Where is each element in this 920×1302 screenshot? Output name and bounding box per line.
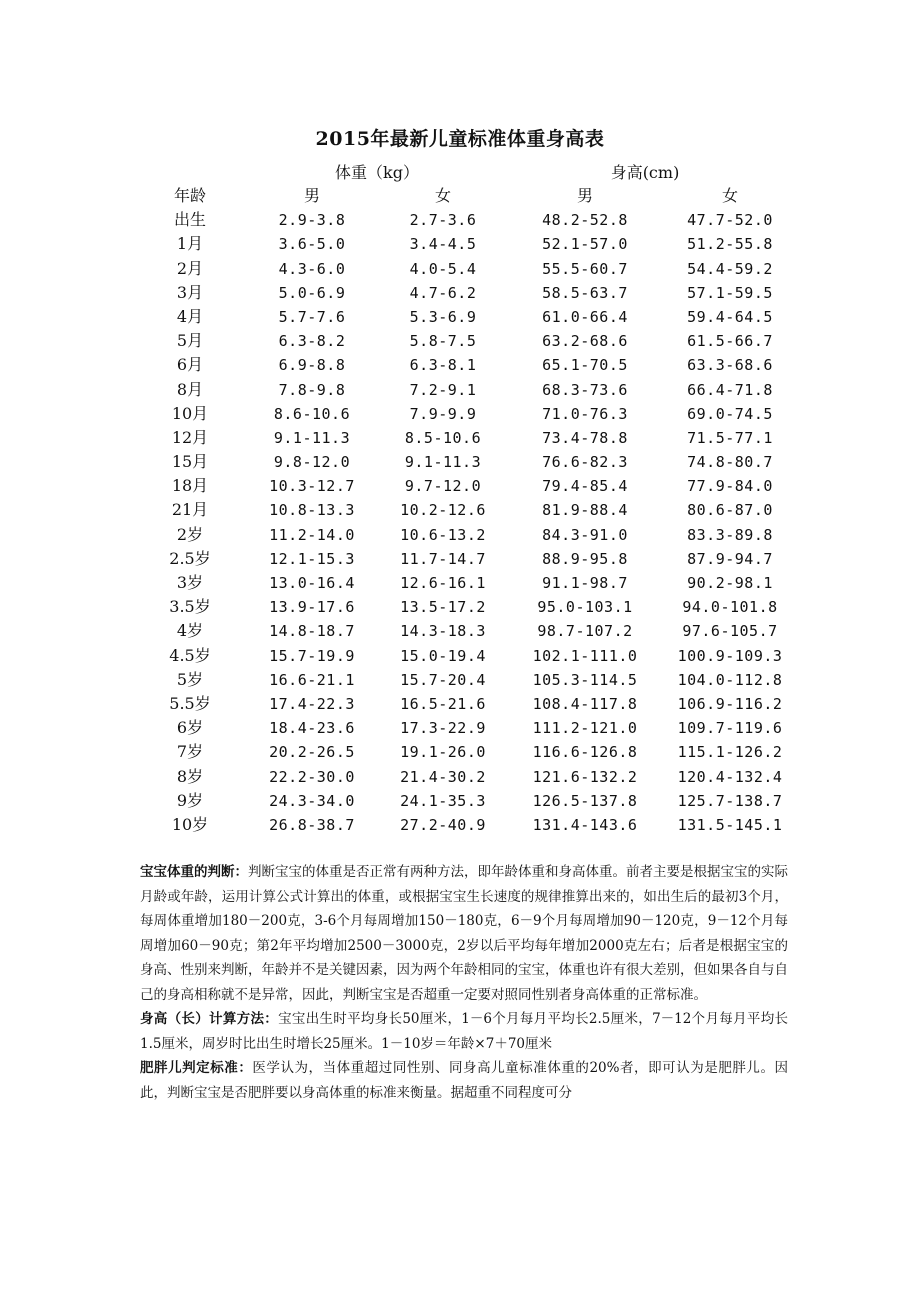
table-row (140, 498, 800, 522)
height-female-cell: 57.1-59.5 (687, 283, 773, 302)
height-female-cell: 104.0-112.8 (677, 670, 783, 689)
height-female-cell: 83.3-89.8 (687, 525, 773, 544)
weight-female-cell: 4.0-5.4 (409, 259, 477, 278)
weight-male-cell: 13.9-17.6 (269, 598, 355, 617)
weight-female-header: 女 (434, 186, 451, 205)
weight-female-cell: 17.3-22.9 (400, 719, 486, 738)
age-cell: 6月 (176, 355, 204, 375)
weight-male-cell: 20.2-26.5 (269, 743, 355, 762)
height-female-cell: 87.9-94.7 (687, 549, 773, 568)
age-cell: 4岁 (176, 621, 204, 641)
height-male-cell: 131.4-143.6 (532, 815, 638, 834)
weight-male-cell: 10.3-12.7 (269, 477, 355, 496)
table-row (140, 281, 800, 305)
weight-male-cell: 13.0-16.4 (269, 574, 355, 592)
height-male-cell: 126.5-137.8 (532, 791, 638, 810)
table-row (140, 329, 800, 353)
weight-male-cell: 7.8-9.8 (278, 380, 346, 399)
age-cell: 4月 (176, 306, 204, 326)
height-male-cell: 79.4-85.4 (542, 477, 628, 496)
table-row (140, 523, 800, 547)
weight-female-cell: 13.5-17.2 (400, 598, 486, 617)
age-cell: 9岁 (176, 790, 204, 810)
height-female-cell: 90.2-98.1 (687, 574, 773, 592)
height-male-cell: 63.2-68.6 (542, 332, 628, 351)
height-female-cell: 63.3-68.6 (687, 356, 773, 375)
explanation-text (140, 860, 788, 1105)
height-female-cell: 115.1-126.2 (677, 743, 783, 762)
age-cell: 15月 (171, 452, 209, 472)
height-female-cell: 94.0-101.8 (682, 598, 778, 617)
age-cell: 7岁 (176, 742, 204, 762)
age-cell: 12月 (171, 427, 209, 447)
age-cell: 4.5岁 (169, 645, 211, 665)
table-row (140, 740, 800, 764)
age-cell: 5岁 (176, 669, 204, 689)
age-header: 年龄 (173, 186, 206, 205)
height-male-cell: 84.3-91.0 (542, 525, 628, 544)
weight-female-cell: 14.3-18.3 (400, 622, 486, 641)
growth-table (140, 184, 800, 837)
weight-female-cell: 10.2-12.6 (400, 501, 486, 520)
weight-male-cell: 10.8-13.3 (269, 501, 355, 520)
weight-male-cell: 6.9-8.8 (278, 356, 346, 375)
height-male-cell: 105.3-114.5 (532, 670, 638, 689)
weight-male-cell: 9.1-11.3 (273, 428, 351, 447)
height-male-cell: 98.7-107.2 (537, 622, 633, 641)
weight-female-cell: 10.6-13.2 (400, 525, 486, 544)
age-cell: 8月 (176, 379, 204, 399)
weight-female-cell: 11.7-14.7 (400, 549, 486, 568)
height-male-cell: 73.4-78.8 (542, 428, 628, 447)
weight-female-cell: 9.7-12.0 (404, 477, 482, 496)
weight-female-cell: 5.8-7.5 (409, 332, 477, 351)
page-title: 2015年最新儿童标准体重身高表 (315, 128, 605, 150)
age-cell: 6岁 (176, 718, 204, 738)
weight-female-cell: 6.3-8.1 (409, 356, 477, 375)
paragraph-text: 宝宝出生时平均身长50厘米，1－6个月每月平均长2.5厘米，7－12个月每月平均长1.5厘米，周岁时比出生时增长25厘米。1－10岁＝年龄×7＋70厘米 (140, 1011, 789, 1052)
weight-female-cell: 4.7-6.2 (409, 283, 477, 302)
height-male-cell: 108.4-117.8 (532, 694, 638, 713)
height-female-cell: 69.0-74.5 (687, 404, 773, 423)
age-cell: 3.5岁 (169, 597, 211, 617)
table-row (140, 208, 800, 232)
weight-female-cell: 24.1-35.3 (400, 791, 486, 810)
table-row (140, 595, 800, 619)
paragraph-text: 判断宝宝的体重是否正常有两种方法，即年龄体重和身高体重。前者主要是根据宝宝的实际月龄或年龄，运用计算公式计算出的体重，或根据宝宝生长速度的规律推算出来的，如出生后的最初3个月，每周体重增加180－200克，3-6个月每周增加150－180克，6－9个月每周增加90－120克，9－12个月每周增加60－90克；第2年平均增加2500－3000克，2岁以后平均每年增加2000克左右；后者是根据宝宝的身高、性别来判断，年龄并不是关键因素，因为两个年龄相同的宝宝，体重也许有很大差别，但如果各自与自己的身高相称就不是异常，因此，判断宝宝是否超重一定要对照同性别者身高体重的正常标准。 (140, 864, 788, 1003)
obesity-standard-paragraph (140, 1056, 788, 1105)
table-row (140, 402, 800, 426)
height-male-cell: 111.2-121.0 (532, 719, 638, 738)
age-cell: 5.5岁 (169, 693, 211, 713)
height-female-cell: 54.4-59.2 (687, 259, 773, 278)
weight-male-cell: 2.9-3.8 (278, 211, 346, 230)
height-female-cell: 109.7-119.6 (677, 719, 783, 738)
height-male-cell: 116.6-126.8 (532, 743, 638, 762)
weight-group-header: 体重（kg） (335, 163, 419, 182)
height-female-cell: 74.8-80.7 (687, 453, 773, 472)
age-cell: 2月 (176, 258, 204, 278)
table-row (140, 668, 800, 692)
table-row (140, 789, 800, 813)
height-male-cell: 55.5-60.7 (542, 259, 628, 278)
weight-female-cell: 16.5-21.6 (400, 694, 486, 713)
weight-female-cell: 5.3-6.9 (409, 307, 477, 326)
height-female-cell: 100.9-109.3 (677, 646, 783, 665)
table-row (140, 813, 800, 837)
height-male-cell: 102.1-111.0 (532, 646, 638, 665)
table-row (140, 571, 800, 595)
table-row (140, 426, 800, 450)
age-cell: 10月 (171, 403, 209, 423)
weight-male-cell: 6.3-8.2 (278, 332, 346, 351)
weight-male-cell: 22.2-30.0 (269, 767, 355, 786)
age-cell: 2.5岁 (169, 548, 211, 568)
weight-male-cell: 17.4-22.3 (269, 694, 355, 713)
height-male-cell: 91.1-98.7 (542, 574, 628, 592)
table-row (140, 716, 800, 740)
height-female-cell: 106.9-116.2 (677, 694, 783, 713)
weight-female-cell: 15.0-19.4 (400, 646, 486, 665)
height-male-cell: 71.0-76.3 (542, 404, 628, 423)
age-cell: 2岁 (176, 524, 204, 544)
height-male-cell: 121.6-132.2 (532, 767, 638, 786)
weight-male-cell: 14.8-18.7 (269, 622, 355, 641)
table-row (140, 619, 800, 643)
height-group-header: 身高(cm) (610, 163, 680, 182)
height-female-cell: 131.5-145.1 (677, 815, 783, 834)
weight-male-cell: 24.3-34.0 (269, 791, 355, 810)
table-body (140, 208, 800, 837)
weight-female-cell: 3.4-4.5 (409, 235, 477, 254)
age-cell: 8岁 (176, 766, 204, 786)
weight-male-cell: 11.2-14.0 (269, 525, 355, 544)
height-female-cell: 71.5-77.1 (687, 428, 773, 447)
weight-male-cell: 8.6-10.6 (273, 404, 351, 423)
table-row (140, 232, 800, 256)
height-male-cell: 76.6-82.3 (542, 453, 628, 472)
height-female-cell: 51.2-55.8 (687, 235, 773, 254)
weight-male-cell: 18.4-23.6 (269, 719, 355, 738)
weight-female-cell: 27.2-40.9 (400, 815, 486, 834)
weight-female-cell: 21.4-30.2 (400, 767, 486, 786)
paragraph-label: 宝宝体重的判断： (140, 864, 248, 880)
age-cell: 出生 (173, 210, 206, 230)
age-cell: 18月 (171, 476, 209, 496)
table-row (140, 474, 800, 498)
height-male-cell: 65.1-70.5 (542, 356, 628, 375)
height-female-cell: 80.6-87.0 (687, 501, 773, 520)
height-male-cell: 81.9-88.4 (542, 501, 628, 520)
age-cell: 21月 (171, 500, 209, 520)
age-cell: 5月 (176, 331, 204, 351)
weight-female-cell: 7.9-9.9 (409, 404, 477, 423)
weight-male-cell: 15.7-19.9 (269, 646, 355, 665)
age-cell: 3岁 (176, 573, 204, 592)
weight-male-cell: 12.1-15.3 (269, 549, 355, 568)
weight-female-cell: 9.1-11.3 (404, 453, 482, 472)
height-female-cell: 125.7-138.7 (677, 791, 783, 810)
weight-female-cell: 8.5-10.6 (404, 428, 482, 447)
height-male-cell: 58.5-63.7 (542, 283, 628, 302)
table-row (140, 644, 800, 668)
height-female-cell: 59.4-64.5 (687, 307, 773, 326)
weight-female-cell: 15.7-20.4 (400, 670, 486, 689)
height-female-header: 女 (721, 186, 738, 205)
age-cell: 10岁 (171, 814, 209, 834)
paragraph-label: 肥胖儿判定标准： (140, 1060, 253, 1076)
height-male-header: 男 (576, 186, 593, 205)
weight-male-cell: 4.3-6.0 (278, 259, 346, 278)
table-row (140, 353, 800, 377)
weight-male-cell: 5.7-7.6 (278, 307, 346, 326)
weight-female-cell: 7.2-9.1 (409, 380, 477, 399)
height-male-cell: 61.0-66.4 (542, 307, 628, 326)
weight-male-cell: 3.6-5.0 (278, 235, 346, 254)
table-row (140, 305, 800, 329)
age-cell: 3月 (176, 282, 204, 302)
weight-male-header: 男 (303, 186, 320, 205)
weight-male-cell: 9.8-12.0 (273, 453, 351, 472)
height-method-paragraph (140, 1007, 788, 1056)
height-male-cell: 68.3-73.6 (542, 380, 628, 399)
height-male-cell: 88.9-95.8 (542, 549, 628, 568)
table-row (140, 257, 800, 281)
table-row (140, 692, 800, 716)
height-female-cell: 120.4-132.4 (677, 767, 783, 786)
height-female-cell: 61.5-66.7 (687, 332, 773, 351)
height-male-cell: 52.1-57.0 (542, 235, 628, 254)
weight-female-cell: 12.6-16.1 (400, 574, 486, 592)
weight-male-cell: 16.6-21.1 (269, 670, 355, 689)
table-row (140, 378, 800, 402)
height-female-cell: 66.4-71.8 (687, 380, 773, 399)
weight-judgment-paragraph (140, 860, 788, 1007)
weight-male-cell: 26.8-38.7 (269, 815, 355, 834)
height-female-cell: 77.9-84.0 (687, 477, 773, 496)
weight-female-cell: 19.1-26.0 (400, 743, 486, 762)
height-male-cell: 48.2-52.8 (542, 211, 628, 230)
weight-female-cell: 2.7-3.6 (409, 211, 477, 230)
table-row (140, 450, 800, 474)
age-cell: 1月 (176, 234, 204, 254)
paragraph-label: 身高（长）计算方法： (140, 1011, 279, 1027)
paragraph-text: 医学认为，当体重超过同性别、同身高儿童标准体重的20%者，即可认为是肥胖儿。因此，判断宝宝是否肥胖要以身高体重的标准来衡量。据超重不同程度可分 (140, 1060, 789, 1101)
table-row (140, 547, 800, 571)
table-header-row (140, 184, 800, 208)
height-male-cell: 95.0-103.1 (537, 598, 633, 617)
weight-male-cell: 5.0-6.9 (278, 283, 346, 302)
height-female-cell: 97.6-105.7 (682, 622, 778, 641)
height-female-cell: 47.7-52.0 (687, 211, 773, 230)
table-row (140, 765, 800, 789)
